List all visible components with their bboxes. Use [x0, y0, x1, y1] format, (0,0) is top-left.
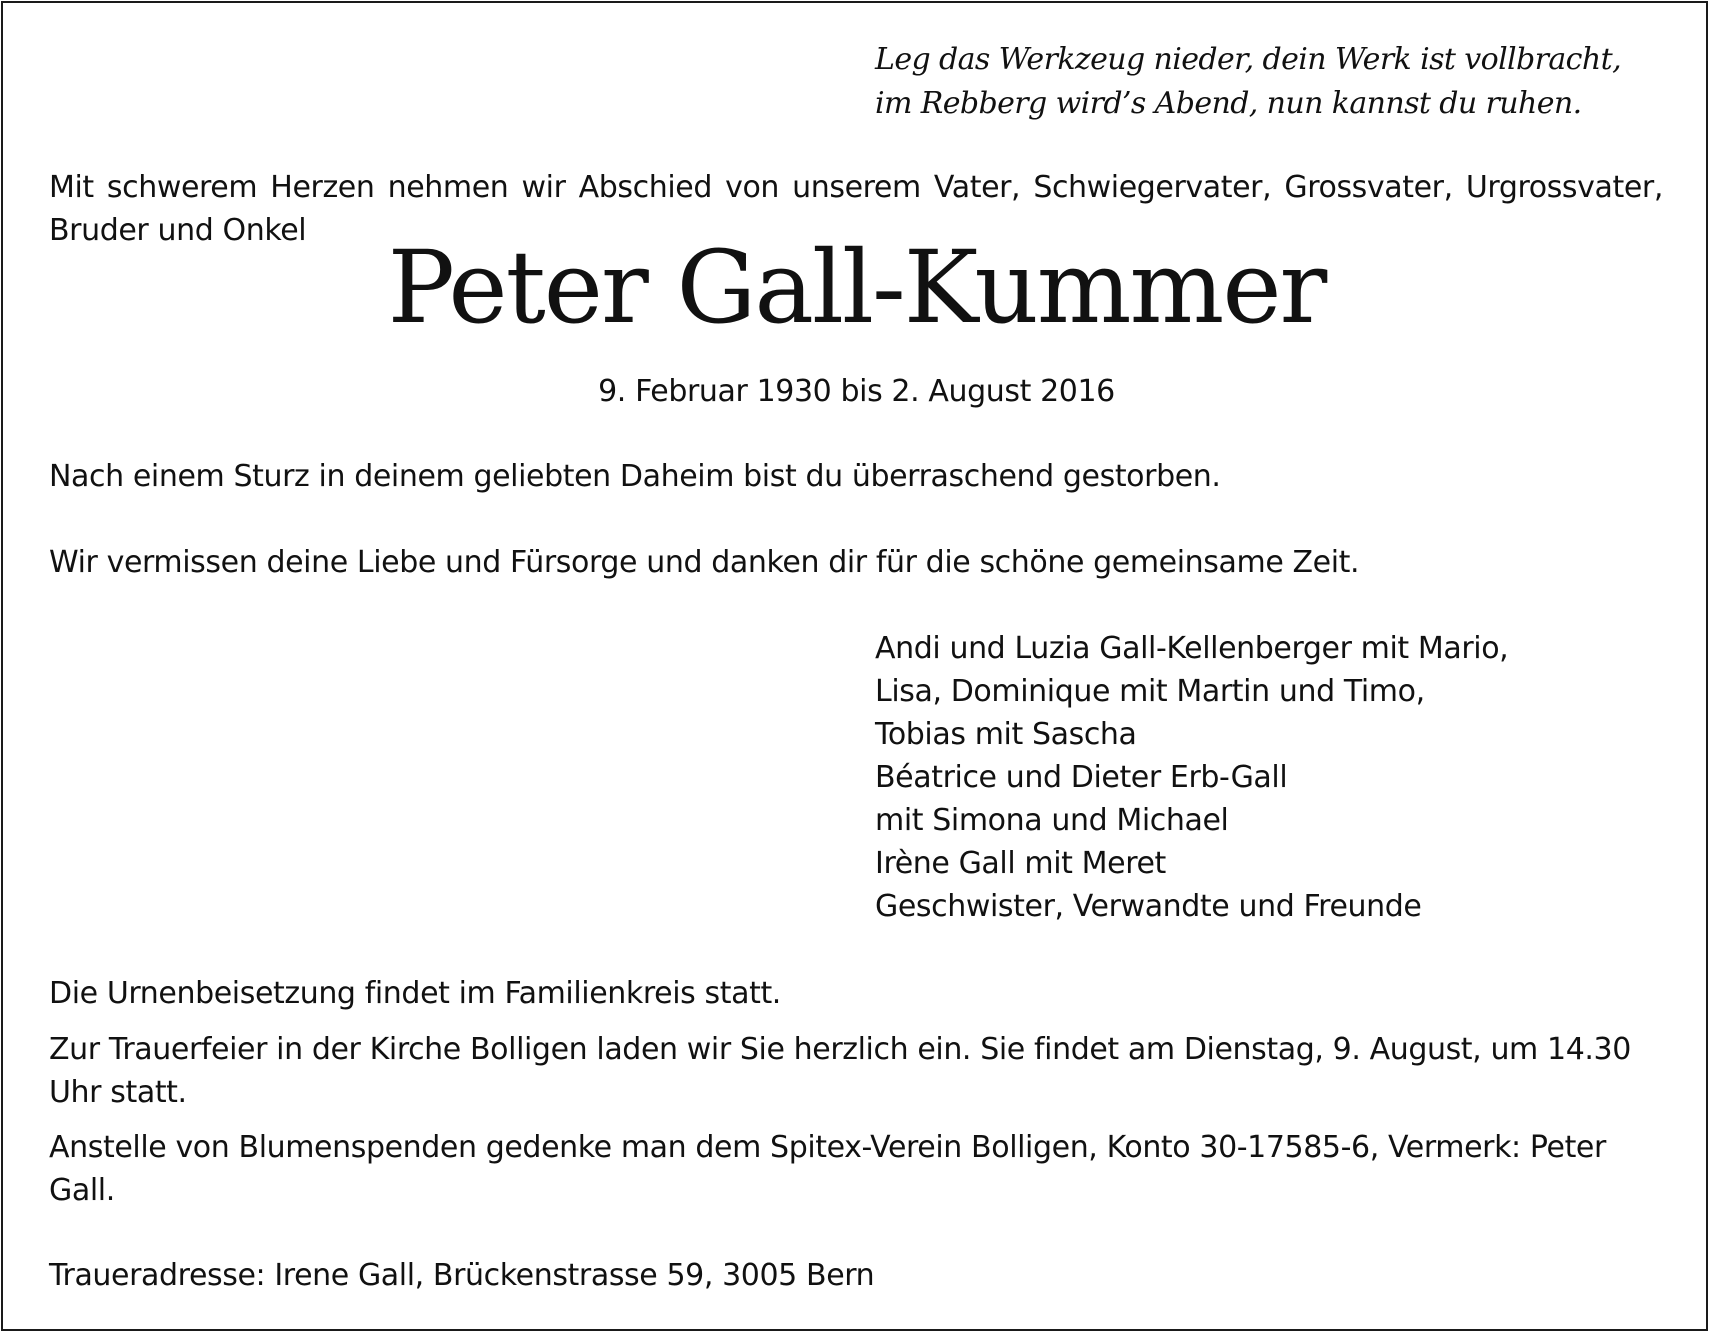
signer-line: Andi und Luzia Gall-Kellenberger mit Mario, [875, 631, 1509, 666]
poem-line-2: im Rebberg wird’s Abend, nun kannst du ruhen. [875, 86, 1582, 121]
message-paragraph-1: Nach einem Sturz in deinem geliebten Daheim bist du überraschend gestorben. [49, 459, 1221, 494]
poem-line-1: Leg das Werkzeug nieder, dein Werk ist vollbracht, [875, 42, 1622, 77]
signer-line: Lisa, Dominique mit Martin und Timo, [875, 674, 1425, 709]
signer-line: Irène Gall mit Meret [875, 846, 1166, 881]
mourning-address: Traueradresse: Irene Gall, Brückenstrasse 59, 3005 Bern [49, 1258, 875, 1293]
life-dates: 9. Februar 1930 bis 2. August 2016 [598, 374, 1115, 409]
intro-line-1: Mit schwerem Herzen nehmen wir Abschied von unserem Vater, Schwiegervater, Grossvater, Urgrossvater, [49, 170, 1663, 205]
signer-line: Béatrice und Dieter Erb-Gall [875, 760, 1288, 795]
signer-line: mit Simona und Michael [875, 803, 1229, 838]
intro-line-2: Bruder und Onkel [49, 213, 307, 248]
donation-notice: Anstelle von Blumenspenden gedenke man dem Spitex-Verein Bolligen, Konto 30-17585-6, Vermerk: Peter Gall. [49, 1130, 1606, 1208]
signers-list [875, 627, 1508, 928]
service-notice: Zur Trauerfeier in der Kirche Bolligen laden wir Sie herzlich ein. Sie findet am Dienstag, 9. August, um 14.30 Uhr statt. [49, 1032, 1631, 1110]
deceased-name: Peter Gall-Kummer [387, 229, 1326, 346]
poem-quote [875, 38, 1621, 126]
burial-notice: Die Urnenbeisetzung findet im Familienkreis statt. [49, 976, 781, 1011]
signer-line: Tobias mit Sascha [875, 717, 1137, 752]
signer-line: Geschwister, Verwandte und Freunde [875, 889, 1422, 924]
message-paragraph-2: Wir vermissen deine Liebe und Fürsorge und danken dir für die schöne gemeinsame Zeit. [49, 545, 1360, 580]
